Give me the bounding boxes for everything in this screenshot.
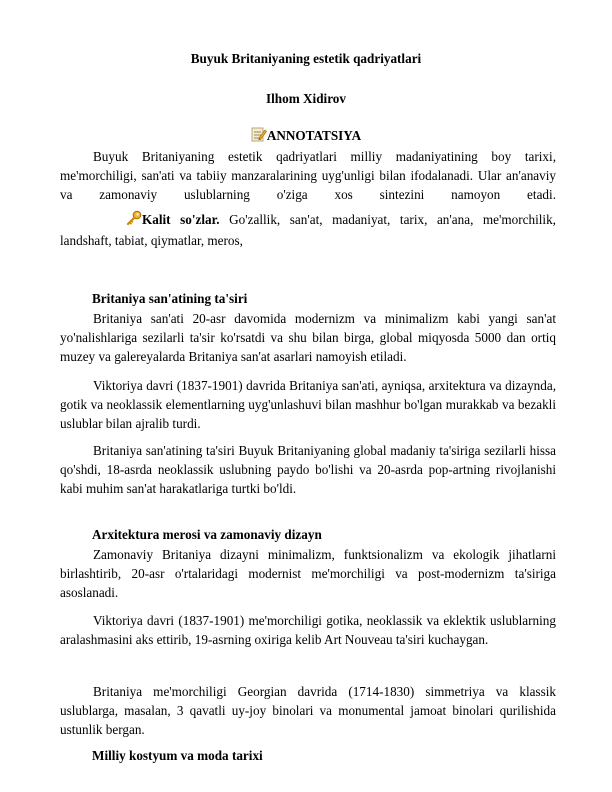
section-heading-costume: Milliy kostyum va moda tarixi: [92, 748, 263, 763]
section-heading-architecture: Arxitektura merosi va zamonaviy dizayn: [92, 527, 322, 542]
annotation-heading-row: [0, 126, 612, 146]
annotation-text: me'morchiligi, san'ati va tabiiy manzaralarining uyg'unligi bilan ifodalanadi. Ular an'anaviy va zamonaviy uslublarning o'ziga xos sintezini namoyon etadi.: [60, 168, 556, 202]
influence-paragraph-3: Britaniya san'atining ta'siri Buyuk Britaniyaning global madaniy ta'siriga sezilarli hissa qo'shdi, 18-asrda neoklassik uslubning paydo bo'lishi va 20-asrda pop-artning rivojlanishi kabi muhim san'at harakatlariga turtki bo'ldi.: [60, 443, 556, 496]
influence-paragraph-2: Viktoriya davri (1837-1901) davrida Britaniya san'ati, ayniqsa, arxitektura va dizaynda, gotik va neoklassik elementlarning uyg'unlashuvi bilan mashhur bo'lgan murakkab va bezakli uslublar bilan ajralib turdi.: [60, 378, 556, 431]
memo-pencil-icon: [251, 126, 267, 146]
annotation-line1: Buyuk Britaniyaning estetik qadriyatlari milliy madaniyatining boy tarixi,: [93, 149, 556, 164]
keywords-list: Go'zallik, san'at, madaniyat, tarix, an'ana, me'morchilik, landshaft, tabiat, qiymatlar, meros,: [60, 212, 556, 248]
section-heading-influence: Britaniya san'atining ta'siri: [92, 291, 248, 306]
influence-paragraph-1: Britaniya san'ati 20-asr davomida modernizm va minimalizm kabi yangi san'at yo'nalishlariga sezilarli ta'sir ko'rsatdi va shu bilan birga, global miqyosda 5000 dan ortiq muzey va galereyalarda Britaniya san'at asarlari namoyish etiladi.: [60, 311, 556, 364]
architecture-paragraph-2: Viktoriya davri (1837-1901) me'morchiligi gotika, neoklassik va eklektik uslublarning aralashmasini aks ettirib, 19-asrning oxiriga kelib Art Nouveau ta'siri kuchaygan.: [60, 613, 556, 647]
keywords-label: Kalit so'zlar.: [142, 212, 220, 227]
author-name: Ilhom Xidirov: [266, 91, 346, 106]
annotation-heading: ANNOTATSIYA: [266, 128, 362, 143]
architecture-paragraph-3: Britaniya me'morchiligi Georgian davrida (1714-1830) simmetriya va klassik uslublarga, masalan, 3 qavatli uy-joy binolari va monumental jamoat binolari qurilishida ustunlik bergan.: [60, 684, 556, 737]
keywords-paragraph: [60, 210, 556, 250]
architecture-paragraph-1: Zamonaviy Britaniya dizayni minimalizm, funktsionalizm va ekologik jihatlarni birlashtirib, 20-asr o'rtalaridagi modernist me'morchiligi va post-modernizm ta'siriga asoslanadi.: [60, 547, 556, 600]
document-title: Buyuk Britaniyaning estetik qadriyatlari: [190, 51, 422, 66]
key-icon: [93, 210, 142, 231]
